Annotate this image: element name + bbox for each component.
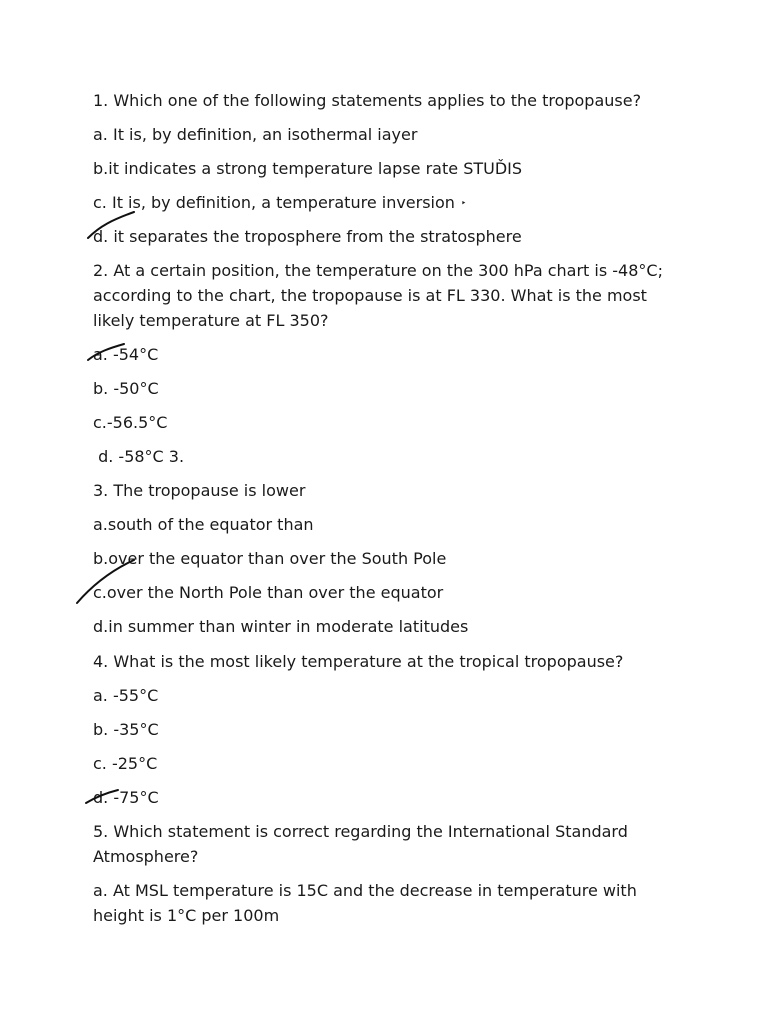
question-2: 2. At a certain position, the temperature on the 300 hPa chart is -48°C; according to the chart, the tropopause is at FL 330. What is the most likely temperature at FL 350? [93,261,663,330]
q2-option-c: c.-56.5°C [93,413,168,432]
q1-option-c-row [93,190,466,217]
question-3: 3. The tropopause is lower [93,481,306,500]
q4-option-d: d. -75°C [93,788,159,807]
q1-option-d: d. it separates the troposphere from the stratosphere [93,227,522,246]
question-5: 5. Which statement is correct regarding the International Standard Atmosphere? [93,822,628,866]
q4-option-c: c. -25°C [93,754,158,773]
q3-option-d: d.in summer than winter in moderate latitudes [93,617,469,636]
q1-option-b: b.it indicates a strong temperature lapse rate STUĎIS [93,159,523,178]
triangle-right-icon: ‣ [460,199,467,209]
q5-option-a: a. At MSL temperature is 15C and the decrease in temperature with height is 1°C per 100m [93,881,637,925]
question-1: 1. Which one of the following statements applies to the tropopause? [93,91,642,110]
q1-option-c: c. It is, by definition, a temperature inversion [93,193,455,212]
q2-option-b: b. -50°C [93,379,159,398]
q3-option-b: b.over the equator than over the South Pole [93,549,447,568]
q3-option-c: c.over the North Pole than over the equator [93,583,444,602]
q4-option-b: b. -35°C [93,720,159,739]
question-4: 4. What is the most likely temperature at the tropical tropopause? [93,652,624,671]
q2-option-a: a. -54°C [93,345,159,364]
q2-option-d: d. -58°C 3. [93,447,185,466]
q1-option-a: a. It is, by definition, an isothermal iayer [93,125,418,144]
q3-option-a: a.south of the equator than [93,515,314,534]
q4-option-a: a. -55°C [93,686,159,705]
